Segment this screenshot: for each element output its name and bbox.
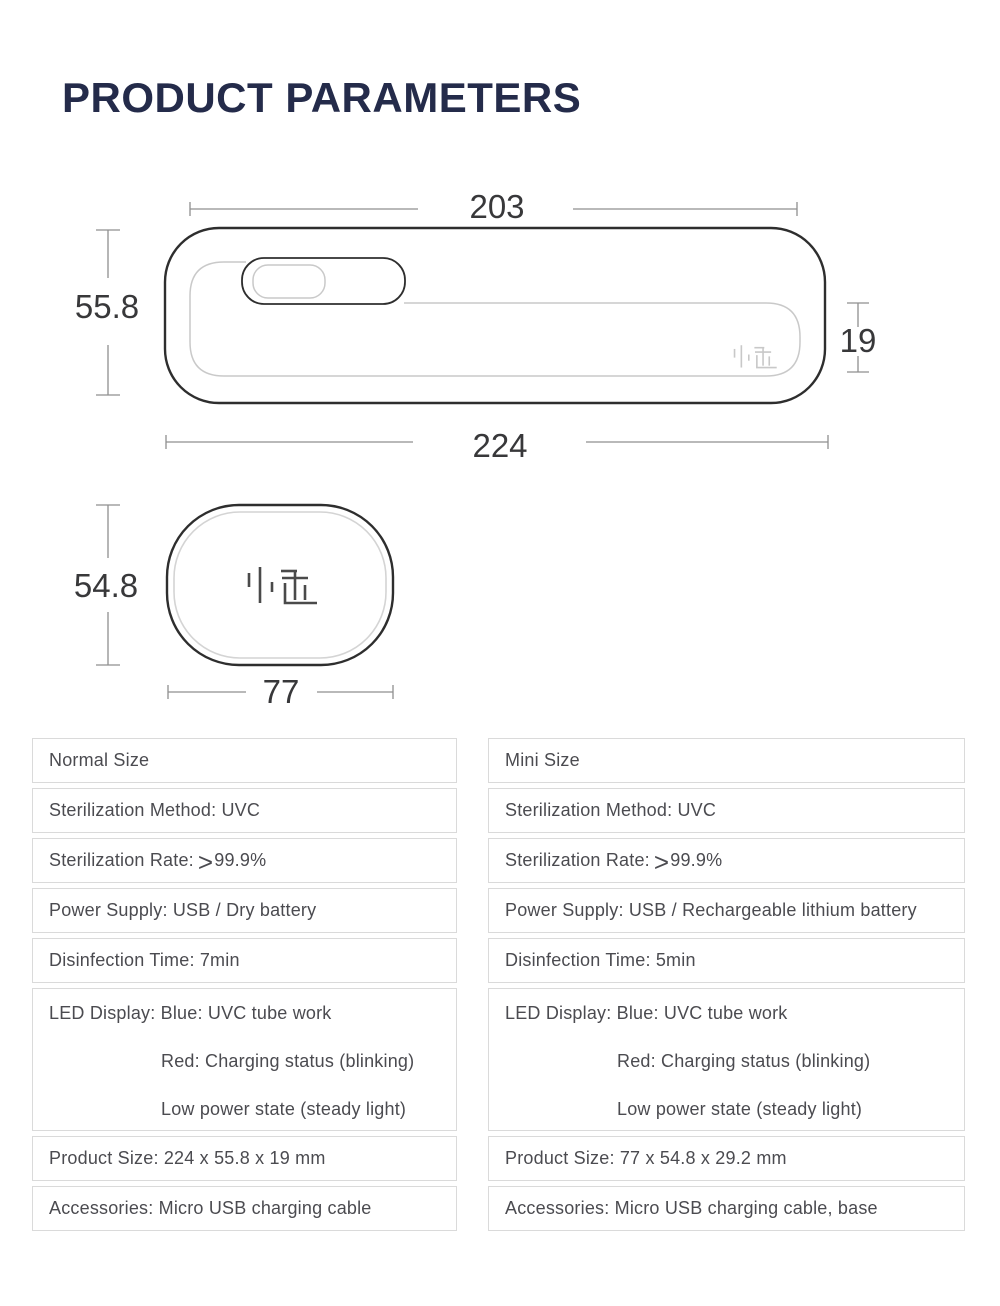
row-led-display: [32, 988, 457, 1131]
dimension-19-label: 19: [839, 322, 877, 359]
row-power-supply: Power Supply: USB / Dry battery: [32, 888, 457, 933]
greater-than-symbol: >: [653, 846, 670, 877]
dimension-19: [840, 303, 877, 372]
greater-than-symbol: >: [197, 846, 214, 877]
row-led-display: [488, 988, 965, 1131]
led-line-blue: LED Display: Blue: UVC tube work: [505, 1003, 788, 1023]
mini-body-outline: [167, 505, 393, 665]
led-line-red: Red: Charging status (blinking): [161, 1051, 415, 1071]
mini-size-table: [488, 738, 965, 1231]
dimension-54-8: [74, 505, 138, 665]
row-sterilization-rate: [32, 838, 457, 883]
normal-size-table: [32, 738, 457, 1231]
mini-size-diagram: [74, 505, 393, 710]
dimension-224-label: 224: [472, 427, 528, 464]
rate-prefix: Sterilization Rate:: [49, 850, 194, 870]
led-line-blue: LED Display: Blue: UVC tube work: [49, 1003, 332, 1023]
row-disinfection-time: Disinfection Time: 5min: [488, 938, 965, 983]
page-title: PRODUCT PARAMETERS: [62, 74, 582, 121]
dimension-77-label: 77: [262, 673, 300, 710]
led-line-low-power: Low power state (steady light): [161, 1099, 407, 1119]
row-sterilization-method: Sterilization Method: UVC: [32, 788, 457, 833]
row-product-size: Product Size: 77 x 54.8 x 29.2 mm: [488, 1136, 965, 1181]
row-sterilization-method: Sterilization Method: UVC: [488, 788, 965, 833]
led-line-red: Red: Charging status (blinking): [617, 1051, 871, 1071]
row-disinfection-time: Disinfection Time: 7min: [32, 938, 457, 983]
row-accessories: Accessories: Micro USB charging cable, base: [488, 1186, 965, 1231]
rate-prefix: Sterilization Rate:: [505, 850, 650, 870]
dimension-55-8-label: 55.8: [74, 288, 140, 325]
rate-value: 99.9%: [214, 850, 267, 870]
table-header-mini-size: Mini Size: [488, 738, 965, 783]
dimension-203: [190, 188, 797, 225]
dimension-224: [166, 427, 828, 464]
row-accessories: Accessories: Micro USB charging cable: [32, 1186, 457, 1231]
dimension-77: [168, 673, 393, 710]
dimension-55-8: [75, 230, 139, 395]
row-product-size: Product Size: 224 x 55.8 x 19 mm: [32, 1136, 457, 1181]
dimension-203-label: 203: [469, 188, 525, 225]
dimension-54-8-label: 54.8: [73, 567, 139, 604]
led-line-low-power: Low power state (steady light): [617, 1099, 863, 1119]
table-header-normal-size: Normal Size: [32, 738, 457, 783]
normal-size-diagram: [75, 188, 876, 464]
rate-value: 99.9%: [670, 850, 723, 870]
row-sterilization-rate: [488, 838, 965, 883]
row-power-supply: Power Supply: USB / Rechargeable lithium battery: [488, 888, 965, 933]
